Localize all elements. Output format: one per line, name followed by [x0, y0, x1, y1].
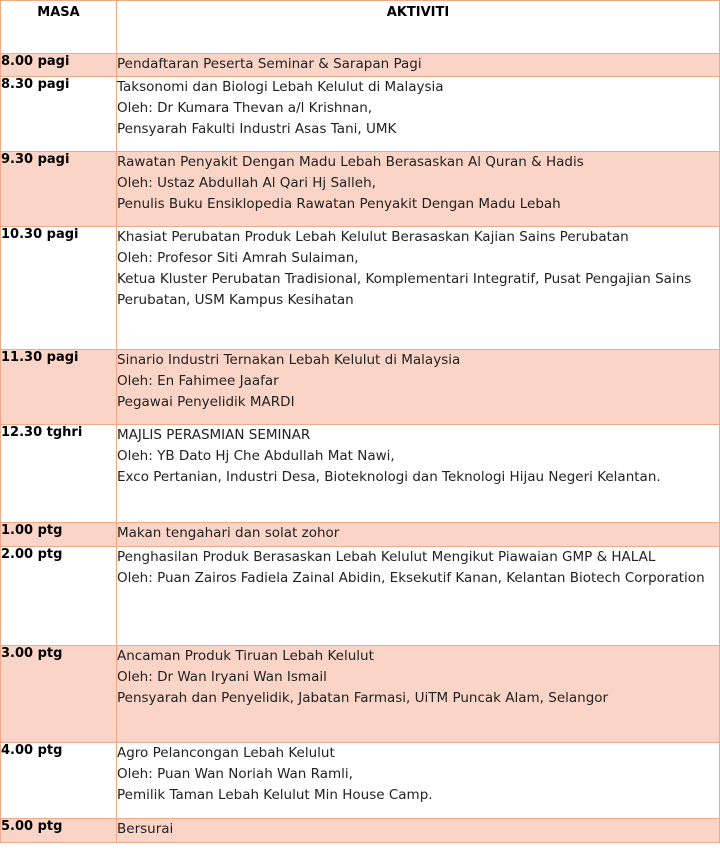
- time-cell: 2.00 ptg: [1, 547, 117, 646]
- activity-cell: [117, 819, 720, 843]
- activity-cell: [117, 227, 720, 350]
- time-cell: 8.00 pagi: [1, 54, 117, 77]
- activity-line: Pendaftaran Peserta Seminar & Sarapan Pagi: [117, 56, 422, 72]
- activity-cell: [117, 152, 720, 227]
- activity-line: Oleh: Dr Wan Iryani Wan Ismail: [117, 669, 327, 685]
- time-cell: 1.00 ptg: [1, 523, 117, 547]
- activity-line: Ketua Kluster Perubatan Tradisional, Komplementari Integratif, Pusat Pengajian Sains Perubatan, USM Kampus Kesihatan: [117, 271, 692, 308]
- table-row: [1, 547, 720, 646]
- table-row: [1, 425, 720, 523]
- activity-line: Taksonomi dan Biologi Lebah Kelulut di Malaysia: [117, 79, 444, 95]
- activity-line: Rawatan Penyakit Dengan Madu Lebah Berasaskan Al Quran & Hadis: [117, 154, 584, 170]
- table-row: [1, 743, 720, 819]
- activity-line: Pensyarah dan Penyelidik, Jabatan Farmasi, UiTM Puncak Alam, Selangor: [117, 690, 609, 706]
- activity-line: Oleh: Puan Wan Noriah Wan Ramli,: [117, 766, 353, 782]
- time-cell: 8.30 pagi: [1, 77, 117, 152]
- table-row: [1, 152, 720, 227]
- activity-line: Oleh: Puan Zairos Fadiela Zainal Abidin, Eksekutif Kanan, Kelantan Biotech Corporation: [117, 570, 705, 586]
- activity-cell: [117, 350, 720, 425]
- activity-line: Pegawai Penyelidik MARDI: [117, 394, 295, 410]
- activity-cell: [117, 54, 720, 77]
- activity-line: Oleh: YB Dato Hj Che Abdullah Mat Nawi,: [117, 448, 395, 464]
- activity-line: Agro Pelancongan Lebah Kelulut: [117, 745, 335, 761]
- activity-cell: [117, 547, 720, 646]
- time-cell: 10.30 pagi: [1, 227, 117, 350]
- time-cell: 4.00 ptg: [1, 743, 117, 819]
- activity-line: Pensyarah Fakulti Industri Asas Tani, UMK: [117, 121, 397, 137]
- time-cell: 11.30 pagi: [1, 350, 117, 425]
- table-row: [1, 77, 720, 152]
- activity-line: Pemilik Taman Lebah Kelulut Min House Camp.: [117, 787, 433, 803]
- activity-line: Ancaman Produk Tiruan Lebah Kelulut: [117, 648, 374, 664]
- schedule-body: [1, 54, 720, 843]
- activity-line: Oleh: Ustaz Abdullah Al Qari Hj Salleh,: [117, 175, 376, 191]
- activity-line: Oleh: En Fahimee Jaafar: [117, 373, 279, 389]
- header-time-label: MASA: [37, 5, 80, 20]
- time-cell: 3.00 ptg: [1, 646, 117, 743]
- header-row: [1, 1, 720, 54]
- time-cell: 9.30 pagi: [1, 152, 117, 227]
- activity-cell: [117, 743, 720, 819]
- table-row: [1, 523, 720, 547]
- table-row: [1, 819, 720, 843]
- table-row: [1, 54, 720, 77]
- activity-line: Bersurai: [117, 821, 174, 837]
- activity-line: Sinario Industri Ternakan Lebah Kelulut di Malaysia: [117, 352, 461, 368]
- time-cell: 12.30 tghri: [1, 425, 117, 523]
- activity-line: Makan tengahari dan solat zohor: [117, 525, 340, 541]
- time-cell: 5.00 ptg: [1, 819, 117, 843]
- table-row: [1, 350, 720, 425]
- header-activity-label: AKTIVITI: [386, 5, 450, 20]
- activity-cell: [117, 77, 720, 152]
- activity-line: Oleh: Profesor Siti Amrah Sulaiman,: [117, 250, 359, 266]
- activity-cell: [117, 425, 720, 523]
- activity-line: Oleh: Dr Kumara Thevan a/l Krishnan,: [117, 100, 373, 116]
- table-row: [1, 646, 720, 743]
- activity-line: Khasiat Perubatan Produk Lebah Kelulut Berasaskan Kajian Sains Perubatan: [117, 229, 629, 245]
- activity-line: MAJLIS PERASMIAN SEMINAR: [117, 427, 311, 443]
- activity-line: Penulis Buku Ensiklopedia Rawatan Penyakit Dengan Madu Lebah: [117, 196, 561, 212]
- activity-line: Exco Pertanian, Industri Desa, Bioteknologi dan Teknologi Hijau Negeri Kelantan.: [117, 469, 661, 485]
- activity-cell: [117, 523, 720, 547]
- activity-line: Penghasilan Produk Berasaskan Lebah Kelulut Mengikut Piawaian GMP & HALAL: [117, 549, 656, 565]
- table-row: [1, 227, 720, 350]
- header-time: [1, 1, 117, 54]
- activity-cell: [117, 646, 720, 743]
- header-activity: [117, 1, 720, 54]
